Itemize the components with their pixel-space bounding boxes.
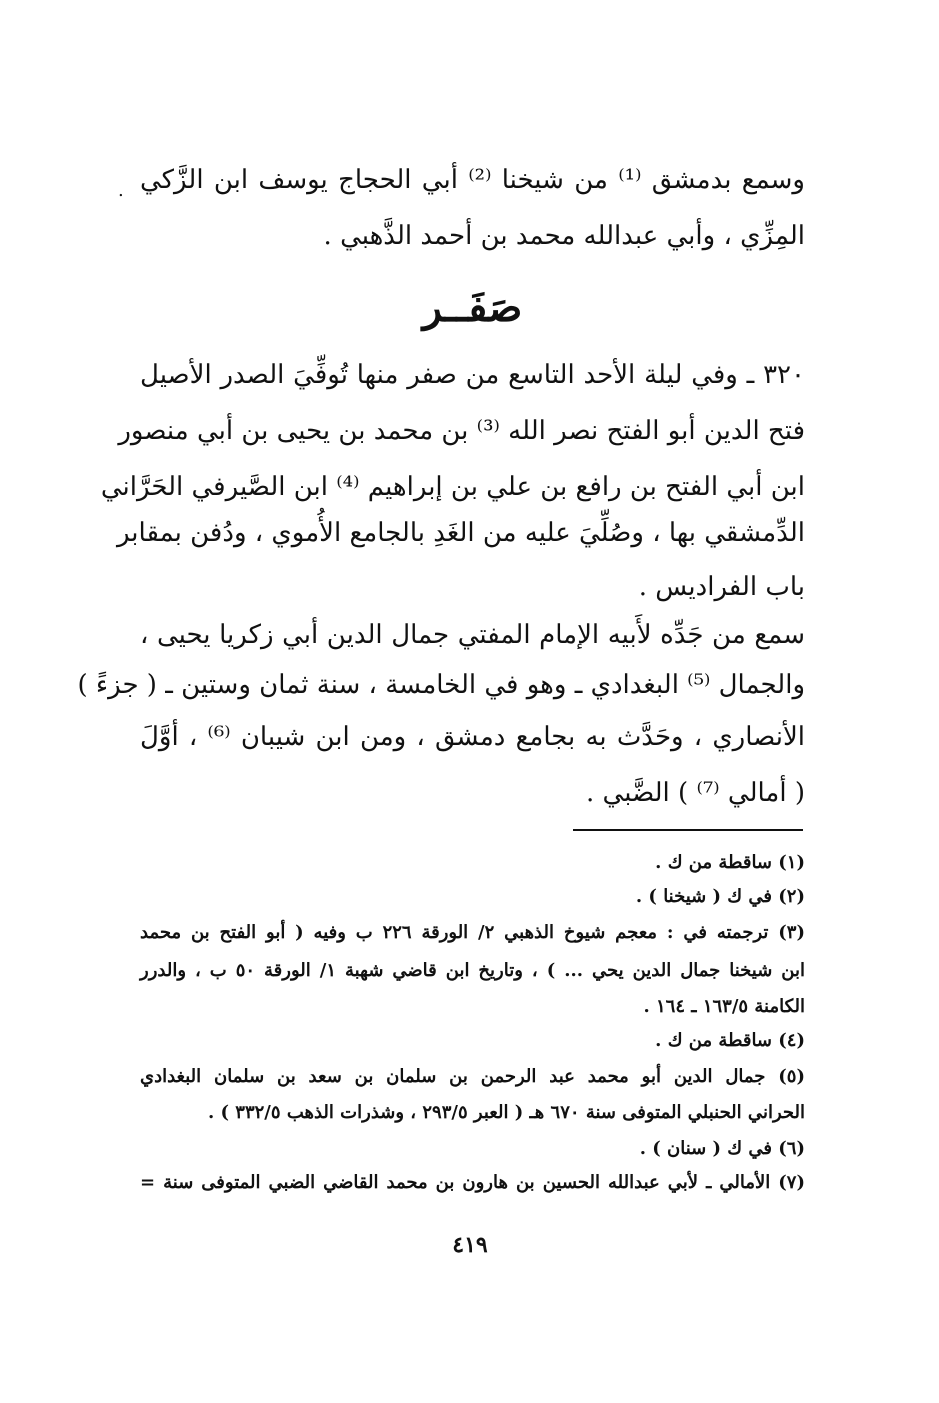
entry-line-2: فتح الدين أبو الفتح نصر الله ⁽³⁾ بن محمد بن يحيى بن أبي منصور (118, 416, 805, 446)
footnote-6: (٦) في ك ( سنان ) . (639, 1138, 805, 1159)
page-number: ٤١٩ (452, 1232, 488, 1258)
footnote-3-line-2: ابن شيخنا جمال الدين يحي ... ) ، وتاريخ ابن قاضي شهبة ١/ الورقة ٥٠ ب ، والدرر (140, 960, 805, 981)
footnote-3-line-1: (٣) ترجمته في : معجم شيوخ الذهبي ٢/ الورقة ٢٢٦ ب وفيه ( أبو الفتح بن محمد (140, 922, 805, 943)
sama-line-2: والجمال ⁽⁵⁾ البغدادي ـ وهو في الخامسة ، سنة ثمان وستين ـ ( جزءً ) (77, 670, 805, 700)
footnote-4: (٤) ساقطة من ك . (655, 1030, 805, 1051)
section-heading: صَفَــر (422, 284, 523, 331)
sama-line-3: الأنصاري ، وحَدَّث به بجامع دمشق ، ومن ابن شيبان ⁽⁶⁾ ، أوَّلَ (140, 722, 805, 752)
footnote-divider (573, 829, 803, 831)
entry-line-5: باب الفراديس . (638, 572, 805, 602)
footnote-5-line-2: الحراني الحنبلي المتوفى سنة ٦٧٠ هـ ( العبر ٢٩٣/٥ ، وشذرات الذهب ٣٣٢/٥ ) . (207, 1102, 805, 1123)
entry-line-4: الدِّمشقي بها ، وصُلِّيَ عليه من الغَدِ بالجامع الأُموي ، ودُفن بمقابر (116, 518, 805, 548)
footnote-5-line-1: (٥) جمال الدين أبو محمد عبد الرحمن بن سلمان بن سعد بن سلمان البغدادي (140, 1066, 805, 1087)
entry-line-3: ابن أبي الفتح بن رافع بن علي بن إبراهيم ⁽⁴⁾ ابن الصَّيرفي الحَرَّاني (100, 472, 805, 502)
footnote-7: (٧) الأمالي ـ لأبي عبدالله الحسين بن هارون بن محمد القاضي الضبي المتوفى سنة = (140, 1172, 805, 1193)
footnote-1: (١) ساقطة من ك . (655, 852, 805, 873)
footnote-3-line-3: الكامنة ١٦٣/٥ ـ ١٦٤ . (643, 996, 805, 1017)
sama-line-4: ( أمالي ⁽⁷⁾ ) الضَّبي . (586, 778, 805, 808)
entry-line-1: ٣٢٠ ـ وفي ليلة الأحد التاسع من صفر منها تُوفِّيَ الصدر الأصيل (140, 360, 805, 390)
footnote-2: (٢) في ك ( شيخنا ) . (635, 886, 805, 907)
intro-line-1: وسمع بدمشق ⁽¹⁾ من شيخنا ⁽²⁾ أبي الحجاج يوسف ابن الزَّكي (140, 165, 805, 195)
sama-line-1: سمع من جَدِّه لأَبيه الإمام المفتي جمال الدين أبي زكريا يحيى ، (140, 620, 805, 650)
margin-dot: . (118, 180, 124, 201)
intro-line-2: المِزِّي ، وأبي عبدالله محمد بن أحمد الذَّهبي . (323, 221, 805, 251)
